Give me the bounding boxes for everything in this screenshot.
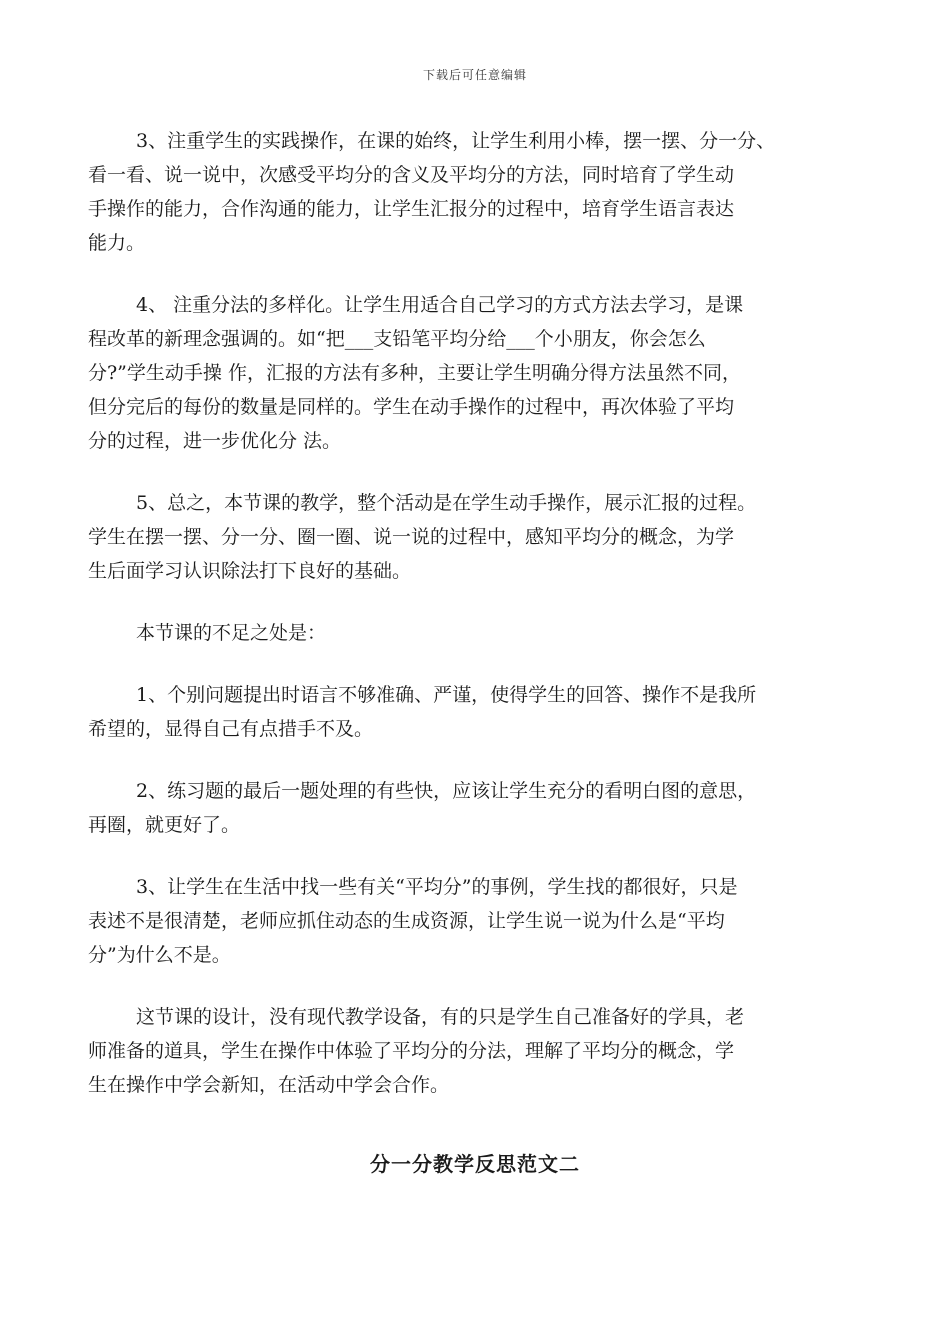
paragraph-line: 再圈，就更好了。 xyxy=(88,814,241,836)
paragraph-line: 1、个别问题提出时语言不够准确、严谨，使得学生的回答、操作不是我所 xyxy=(136,684,757,706)
paragraph-line: 看一看、说一说中，次感受平均分的含义及平均分的方法，同时培育了学生动 xyxy=(88,164,735,186)
paragraph-shortcoming-1 xyxy=(88,678,858,746)
paragraph-line: 2、练习题的最后一题处理的有些快，应该让学生充分的看明白图的意思， xyxy=(136,780,757,802)
paragraph-line: 分?”学生动手操 作，汇报的方法有多种，主要让学生明确分得方法虽然不同， xyxy=(88,362,741,384)
paragraph-line: 程改革的新理念强调的。如“把___支铅笔平均分给___个小朋友，你会怎么 xyxy=(88,328,706,350)
paragraph-line: 希望的，显得自己有点措手不及。 xyxy=(88,718,374,740)
paragraph-line: 3、让学生在生活中找一些有关“平均分”的事例，学生找的都很好，只是 xyxy=(136,876,738,898)
paragraph-line: 但分完后的每份的数量是同样的。学生在动手操作的过程中，再次体验了平均 xyxy=(88,396,735,418)
document-body xyxy=(88,124,858,1130)
paragraph-line: 分”为什么不是。 xyxy=(88,944,231,966)
paragraph-line: 生在操作中学会新知，在活动中学会合作。 xyxy=(88,1074,450,1096)
paragraph-shortcoming-2 xyxy=(88,774,858,842)
section-title: 分一分教学反思范文二 xyxy=(370,1152,580,1176)
paragraph-line: 师准备的道具，学生在操作中体验了平均分的分法，理解了平均分的概念，学 xyxy=(88,1040,735,1062)
paragraph-line: 分的过程，进一步优化分 法。 xyxy=(88,430,342,452)
paragraph-line: 3、注重学生的实践操作，在课的始终，让学生利用小棒，摆一摆、分一分、 xyxy=(136,130,776,152)
paragraph-shortcoming-3 xyxy=(88,870,858,972)
paragraph-summary xyxy=(88,486,858,588)
paragraph-design-conclusion xyxy=(88,1000,858,1102)
paragraph-line: 手操作的能力，合作沟通的能力，让学生汇报分的过程中，培育学生语言表达 xyxy=(88,198,735,220)
paragraph-line: 表述不是很清楚，老师应抓住动态的生成资源，让学生说一说为什么是“平均 xyxy=(88,910,725,932)
paragraph-line: 4、 注重分法的多样化。让学生用适合自己学习的方式方法去学习，是课 xyxy=(136,294,744,316)
paragraph-line: 生后面学习认识除法打下良好的基础。 xyxy=(88,560,412,582)
paragraph-shortcomings-heading xyxy=(88,616,858,650)
paragraph-line: 5、总之，本节课的教学，整个活动是在学生动手操作，展示汇报的过程。 xyxy=(136,492,757,514)
page-header: 下载后可任意编辑 xyxy=(422,68,527,82)
paragraph-practice-operation xyxy=(88,124,858,260)
paragraph-line: 能力。 xyxy=(88,232,146,254)
paragraph-line: 本节课的不足之处是： xyxy=(136,622,327,644)
paragraph-line: 这节课的设计，没有现代教学设备，有的只是学生自己准备好的学具，老 xyxy=(136,1006,745,1028)
paragraph-line: 学生在摆一摆、分一分、圈一圈、说一说的过程中，感知平均分的概念，为学 xyxy=(88,526,735,548)
paragraph-diverse-methods xyxy=(88,288,858,458)
